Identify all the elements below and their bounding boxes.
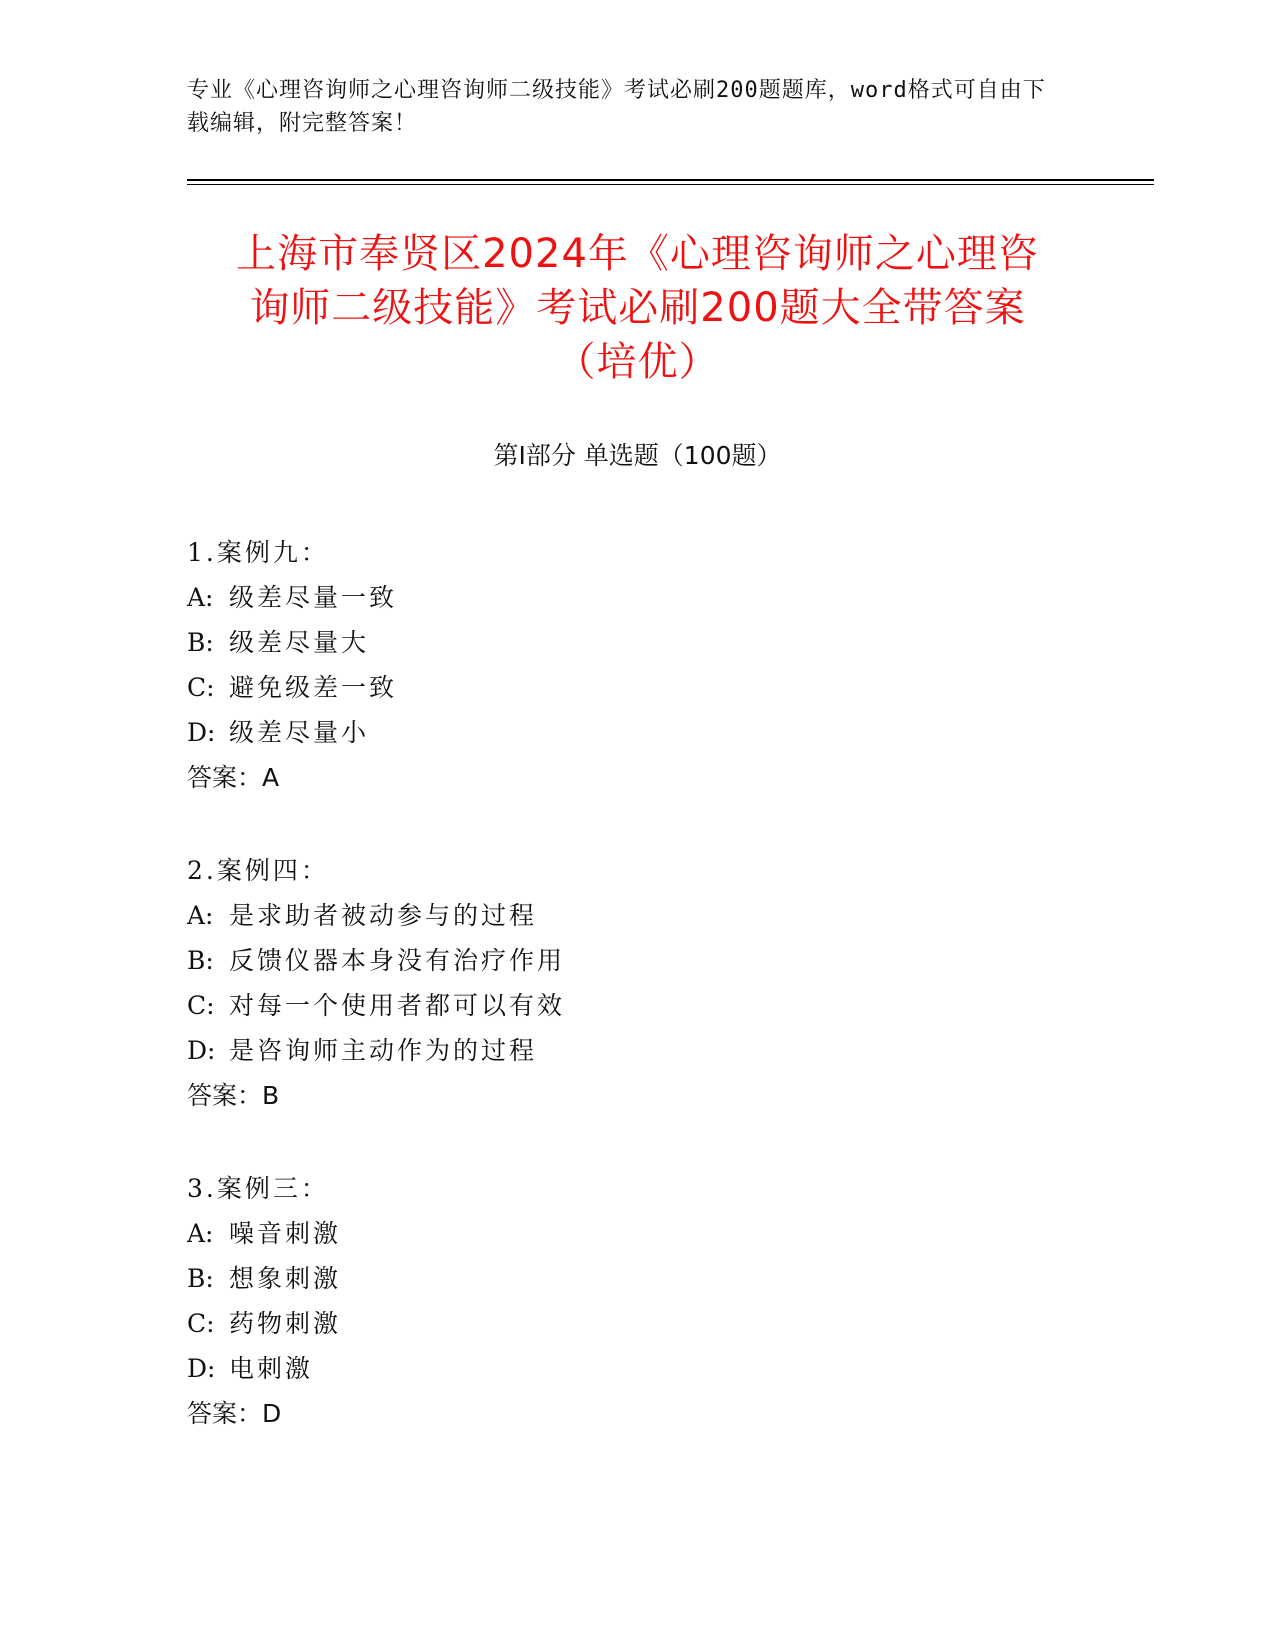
option-text: 想象刺激: [229, 1264, 342, 1293]
question-item: [187, 848, 1087, 1166]
option-text: 级差尽量大: [229, 628, 370, 657]
question-list: [187, 530, 1087, 1484]
option-a: [187, 1211, 1087, 1256]
answer-line: 答案：A: [187, 763, 280, 792]
question-stem: 2.案例四：: [187, 856, 329, 885]
option-c: [187, 1301, 1087, 1346]
option-letter: C:: [187, 991, 215, 1020]
option-text: 噪音刺激: [229, 1219, 342, 1248]
header-divider: [187, 179, 1154, 181]
option-text: 电刺激: [229, 1354, 314, 1383]
option-text: 是求助者被动参与的过程: [229, 901, 538, 930]
question-item: [187, 530, 1087, 848]
question-stem: 1.案例九：: [187, 538, 329, 567]
option-letter: D:: [187, 718, 216, 747]
option-letter: A:: [187, 583, 214, 612]
option-letter: C:: [187, 1309, 215, 1338]
option-b: [187, 938, 1087, 983]
answer-line: 答案：B: [187, 1081, 280, 1110]
option-text: 级差尽量小: [229, 718, 370, 747]
option-b: [187, 1256, 1087, 1301]
answer-line: 答案：D: [187, 1399, 282, 1428]
option-text: 避免级差一致: [229, 673, 398, 702]
document-title: [170, 227, 1105, 389]
option-a: [187, 575, 1087, 620]
option-letter: B:: [187, 1264, 214, 1293]
question-item: [187, 1166, 1087, 1484]
option-c: [187, 665, 1087, 710]
option-text: 是咨询师主动作为的过程: [229, 1036, 538, 1065]
option-letter: D:: [187, 1036, 216, 1065]
option-letter: A:: [187, 1219, 214, 1248]
option-letter: A:: [187, 901, 214, 930]
option-a: [187, 893, 1087, 938]
option-c: [187, 983, 1087, 1028]
title-line: 上海市奉贤区2024年《心理咨询师之心理咨: [236, 231, 1039, 277]
title-line: （培优）: [555, 339, 720, 385]
option-d: [187, 1346, 1087, 1391]
option-d: [187, 1028, 1087, 1073]
question-stem: 3.案例三：: [187, 1174, 329, 1203]
option-b: [187, 620, 1087, 665]
option-text: 级差尽量一致: [229, 583, 398, 612]
option-d: [187, 710, 1087, 755]
header-divider-thin: [187, 184, 1154, 185]
option-letter: C:: [187, 673, 215, 702]
option-text: 对每一个使用者都可以有效: [229, 991, 566, 1020]
option-letter: B:: [187, 946, 214, 975]
option-letter: B:: [187, 628, 214, 657]
option-text: 反馈仪器本身没有治疗作用: [229, 946, 566, 975]
option-letter: D:: [187, 1354, 216, 1383]
title-line: 询师二级技能》考试必刷200题大全带答案: [249, 285, 1026, 331]
header-note: 专业《心理咨询师之心理咨询师二级技能》考试必刷200题题库，word格式可自由下载编辑，附完整答案！: [187, 78, 1046, 136]
option-text: 药物刺激: [229, 1309, 342, 1338]
section-title: 第Ⅰ部分 单选题（100题）: [493, 441, 782, 470]
